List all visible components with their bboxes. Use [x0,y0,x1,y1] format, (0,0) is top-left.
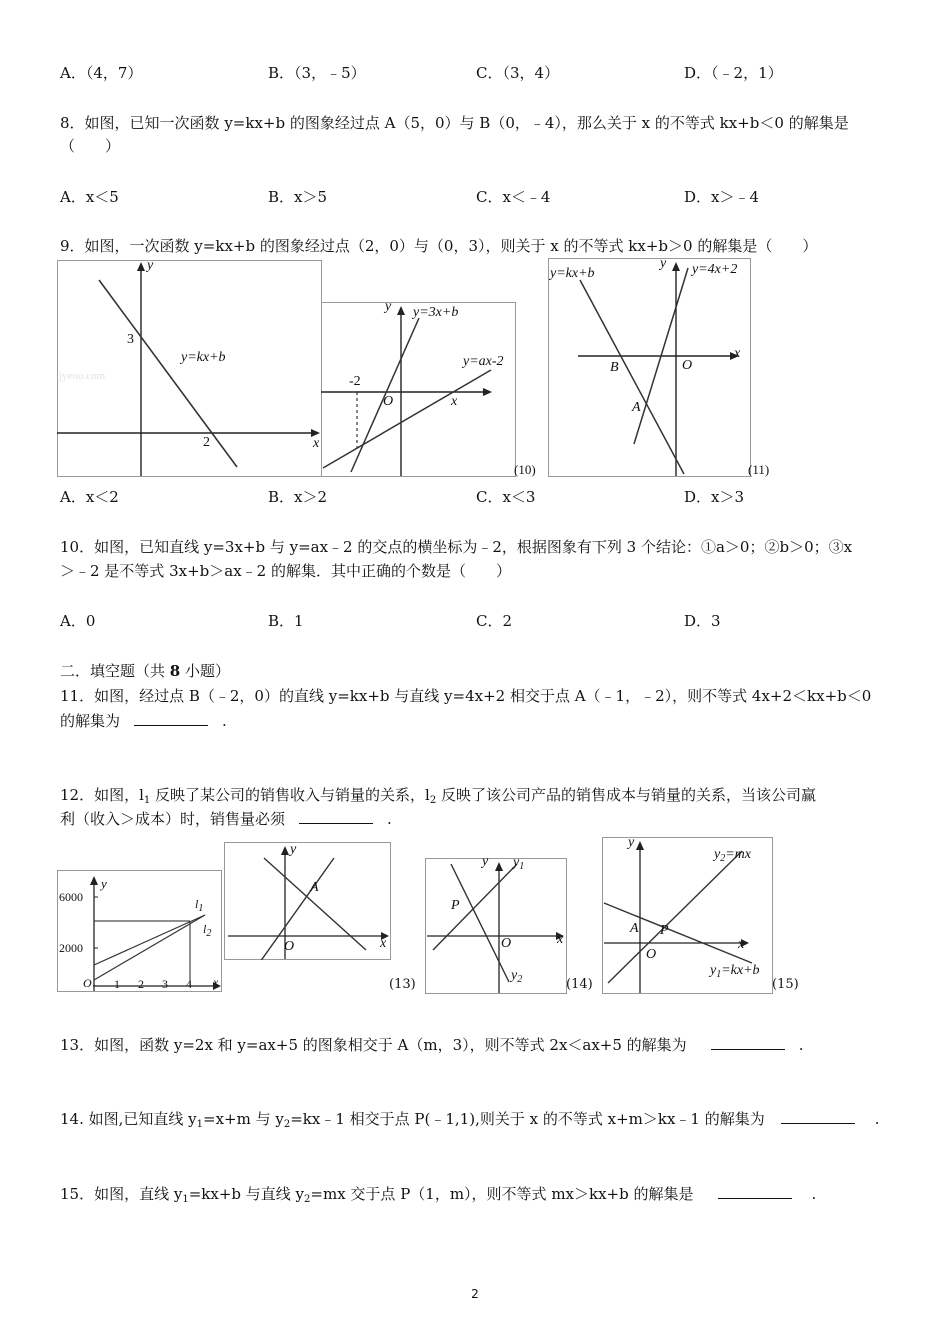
origin-label: O [682,358,693,373]
q8-question-line1: 8．如图，已知一次函数 y=kx+b 的图象经过点 A（5，0）与 B（0，﹣4），那么关于 x 的不等式 kx+b＜0 的解集是 [60,114,849,132]
q15-part2: =kx+b 与直线 y [188,1185,305,1203]
axis-x-label: x [738,937,745,952]
figure-q14 [425,854,567,994]
axis-x-label: x [213,975,219,989]
figure-q11 [548,256,770,477]
origin-label: O [83,976,92,990]
origin-label: O [501,936,512,951]
l1-sub: 1 [198,903,204,914]
point-a-label: A [310,880,319,895]
q7-option-b[interactable]: B．（3，﹣5） [268,64,366,82]
origin-label: O [646,947,657,962]
axis-y-label: y [385,299,392,314]
l1-label [195,897,203,914]
axis-y-label: y [290,842,297,857]
answer-blank[interactable] [718,1184,792,1199]
y1-letter: y [513,855,520,870]
period: . [387,810,392,828]
axis-y-label: y [147,258,154,273]
line2-label [714,847,751,864]
q9-option-d[interactable]: D．x＞3 [684,488,745,506]
label-neg2: -2 [349,374,361,389]
q14-sub2: 2 [283,1119,291,1130]
figure-14-caption: (14) [566,977,593,992]
tick-2000: 2000 [59,941,83,955]
axis-y-label: y [660,256,667,271]
l2-sub: 2 [206,928,212,939]
q10-question-line1: 10．如图，已知直线 y=3x+b 与 y=ax﹣2 的交点的横坐标为﹣2，根据图象有下列 3 个结论：①a＞0；②b＞0；③x [60,538,853,556]
q14-part2: =x+m 与 y [203,1110,284,1128]
page-number: 2 [471,1287,479,1301]
q12-sub2: 2 [429,795,437,806]
l2-label [203,922,211,939]
q15-part3: =mx 交于点 P（1，m），则不等式 mx＞kx+b 的解集是 [310,1185,694,1203]
y1-sub: 1 [519,861,525,872]
tick-2: 2 [138,977,144,991]
q14-sub1: 1 [196,1119,204,1130]
line-label: y=kx+b [181,350,226,365]
q7-option-a[interactable]: A．（4，7） [60,64,143,82]
period: . [874,1110,880,1128]
axis-y-label: y [482,854,489,869]
axis-x-label: x [380,936,387,951]
q10-option-b[interactable]: B．1 [268,612,304,630]
q12-part3: 反映了该公司产品的销售成本与销量的关系，当该公司赢 [436,786,816,804]
q10-option-a[interactable]: A．0 [60,612,96,630]
section-count: 8 [169,662,181,680]
point-p-label: P [451,898,460,913]
figure-caption: (10) [514,462,536,477]
period: . [222,712,227,730]
q15-sub2: 2 [304,1194,311,1205]
period: . [798,1036,804,1054]
q8-option-b[interactable]: B．x＞5 [268,188,328,206]
point-a-label: A [632,400,641,415]
q10-option-c[interactable]: C．2 [476,612,513,630]
q8-option-c[interactable]: C．x＜﹣4 [476,188,551,206]
q7-option-c[interactable]: C．（3，4） [476,64,560,82]
q13-question [60,1034,803,1055]
q15-sub1: 1 [182,1194,189,1205]
q13-text: 13．如图，函数 y=2x 和 y=ax+5 的图象相交于 A（m，3），则不等式 2x＜ax+5 的解集为 [60,1036,687,1054]
axis-y-label: y [628,835,635,850]
answer-blank[interactable] [299,809,373,824]
section-suffix: 小题） [180,662,230,680]
q9-question: 9．如图，一次函数 y=kx+b 的图象经过点（2，0）与（0，3），则关于 x 的不等式 kx+b＞0 的解集是（ ） [60,237,818,255]
line1-label: y=3x+b [413,305,459,320]
q10-option-d[interactable]: D．3 [684,612,721,630]
period: . [811,1185,817,1203]
answer-blank[interactable] [781,1109,855,1124]
q12-part2: 反映了某公司的销售收入与销量的关系，l [150,786,430,804]
q12-part1: 12．如图，l [60,786,144,804]
line1-label [710,963,760,980]
q10-question-line2: ＞﹣2 是不等式 3x+b＞ax﹣2 的解集．其中正确的个数是（ ） [60,562,511,580]
q9-option-b[interactable]: B．x＞2 [268,488,328,506]
axis-x-label: x [313,436,320,451]
q12-question-line1 [60,784,816,806]
line2-rest: =mx [725,847,751,862]
line1-sub: 1 [716,969,722,980]
answer-blank[interactable] [134,711,208,726]
q14-question [60,1108,880,1130]
q11-question-line1: 11．如图，经过点 B（﹣2，0）的直线 y=kx+b 与直线 y=4x+2 相交于点 A（﹣1，﹣2），则不等式 4x+2＜kx+b＜0 [60,687,872,705]
line1-letter: y [710,963,717,978]
label-3: 3 [127,332,134,347]
point-a-label: A [630,921,639,936]
tick-3: 3 [162,977,168,991]
answer-blank[interactable] [711,1035,785,1050]
axis-y-label: y [101,876,107,891]
axis-x-label: x [451,394,458,409]
q12-sub1: 1 [143,795,151,806]
tick-1: 1 [114,977,120,991]
q8-option-d[interactable]: D．x＞﹣4 [684,188,760,206]
q12-text: 利（收入＞成本）时，销售量必须 [60,810,286,828]
point-p-label: P [660,923,669,938]
figure-15-caption: (15) [772,977,799,992]
line2-letter: y [714,847,721,862]
line2-label: y=4x+2 [692,262,738,277]
line1-label: y=kx+b [550,266,595,281]
figure-q9 [57,260,322,477]
y1-label [513,855,524,872]
q11-text: 的解集为 [60,712,121,730]
figure-13-caption: (13) [389,977,416,992]
q8-question-line2: （ ） [60,137,121,155]
q15-question [60,1183,816,1205]
y2-label [511,968,522,985]
point-b-label: B [610,360,619,375]
l2-letter: l [203,922,207,936]
q9-option-c[interactable]: C．x＜3 [476,488,536,506]
origin-label: O [284,939,295,954]
q8-option-a[interactable]: A．x＜5 [60,188,119,206]
label-2: 2 [203,435,210,450]
tick-4: 4 [186,977,192,991]
origin-label: O [383,394,394,409]
axis-x-label: x [734,346,741,361]
section-prefix: 二．填空题（共 [60,662,170,680]
q7-option-d[interactable]: D．（﹣2，1） [684,64,783,82]
line2-label: y=ax-2 [463,354,504,369]
figure-caption: (11) [748,462,770,477]
figure-q15 [602,837,773,994]
axis-x-label: x [557,932,564,947]
q9-option-a[interactable]: A．x＜2 [60,488,119,506]
figure-q10 [321,299,536,477]
q12-question-line2 [60,808,392,829]
tick-6000: 6000 [59,890,83,904]
q15-part1: 15．如图，直线 y [60,1185,183,1203]
line1-rest: =kx+b [721,963,760,978]
l1-letter: l [195,897,199,911]
q11-question-line2 [60,710,227,731]
line2-sub: 2 [720,853,726,864]
y2-letter: y [511,968,518,983]
section-heading [60,660,230,681]
y2-sub: 2 [517,974,523,985]
watermark: jyeoo.com [59,370,106,382]
q14-part3: =kx﹣1 相交于点 P(﹣1,1),则关于 x 的不等式 x+m＞kx﹣1 的解集为 [290,1110,765,1128]
figure-q13 [224,842,391,960]
figure-q12 [57,870,222,992]
q14-part1: 14. 如图,已知直线 y [60,1110,197,1128]
